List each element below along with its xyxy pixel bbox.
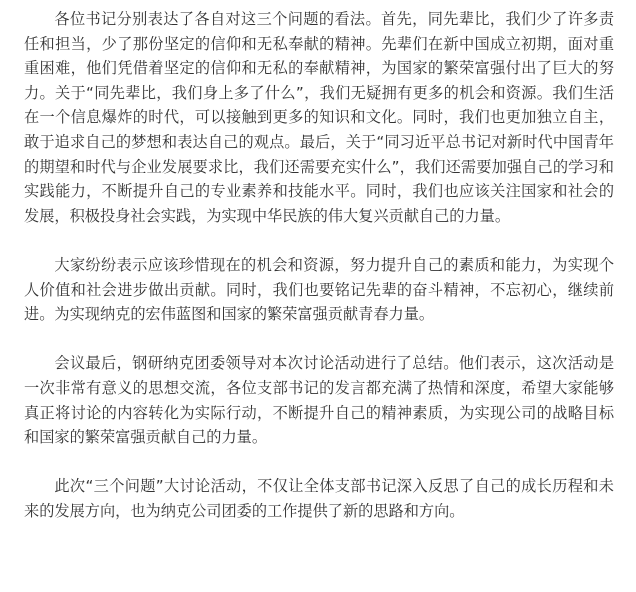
- paragraph-cherish-opportunities: 大家纷纷表示应该珍惜现在的机会和资源，努力提升自己的素质和能力，为实现个人价值和社会进步做出贡献。同时，我们也要铭记先辈的奋斗精神，不忘初心，继续前进。为实现纳克的宏伟蓝图和国家的繁荣富强贡献青春力量。: [24, 255, 614, 324]
- paragraph-conclusion: 此次“三个问题”大讨论活动，不仅让全体支部书记深入反思了自己的成长历程和未来的发展方向，也为纳克公司团委的工作提供了新的思路和方向。: [24, 477, 614, 520]
- article-body: [24, 7, 614, 523]
- paragraph-views-on-three-questions: 各位书记分别表达了各自对这三个问题的看法。首先，同先辈比，我们少了许多责任和担当，少了那份坚定的信仰和无私奉献的精神。先辈们在新中国成立初期，面对重重困难，他们凭借着坚定的信仰和无私的奉献精神，为国家的繁荣富强付出了巨大的努力。关于“同先辈比，我们身上多了什么”，我们无疑拥有更多的机会和资源。我们生活在一个信息爆炸的时代，可以接触到更多的知识和文化。同时，我们也更加独立自主，敢于追求自己的梦想和表达自己的观点。最后，关于“同习近平总书记对新时代中国青年的期望和时代与企业发展要求比，我们还需要充实什么”，我们还需要加强自己的学习和实践能力，不断提升自己的专业素养和技能水平。同时，我们也应该关注国家和社会的发展，积极投身社会实践，为实现中华民族的伟大复兴贡献自己的力量。: [24, 10, 614, 225]
- paragraph-meeting-summary: 会议最后，钢研纳克团委领导对本次讨论活动进行了总结。他们表示，这次活动是一次非常有意义的思想交流，各位支部书记的发言都充满了热情和深度，希望大家能够真正将讨论的内容转化为实际行动，不断提升自己的精神素质，为实现公司的战略目标和国家的繁荣富强贡献自己的力量。: [24, 354, 614, 447]
